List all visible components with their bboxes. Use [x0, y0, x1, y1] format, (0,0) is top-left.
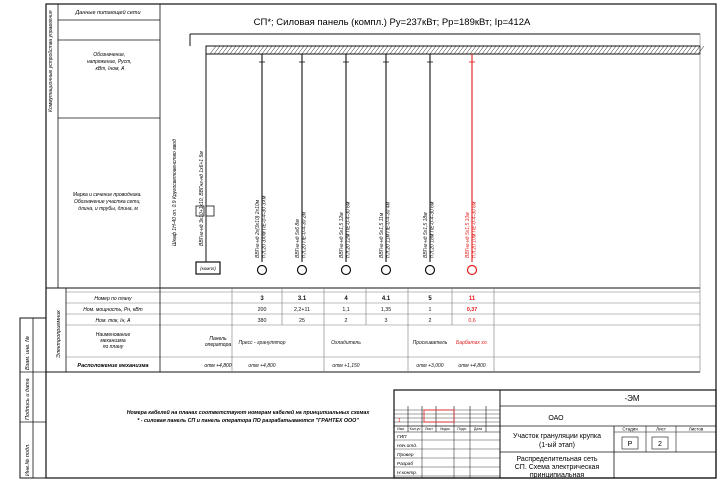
branch-current: 25: [299, 318, 305, 324]
panel-title: СП*; Силовая панель (компл.) Ру=237кВт; Рр=189кВт; Ір=412А: [253, 17, 531, 28]
branch-current: 380: [257, 318, 267, 324]
branch-power: 1: [428, 307, 432, 313]
object-name: Участок грануляции крупка (1-ый этап): [513, 433, 601, 449]
pipe-mark-text: п.л.20 18м ПЕ-0-4-30 6м: [429, 201, 436, 258]
branch-current: 0,6: [468, 318, 476, 324]
revision-header: №док: [440, 427, 450, 431]
revision-number: 1: [398, 418, 401, 424]
operator-panel-cond: отм +4,800: [204, 363, 232, 369]
feeder: [172, 54, 220, 274]
motor-symbol: [382, 266, 391, 275]
branch-mech: Барбатах хл.: [456, 340, 488, 346]
revision-header: Изм.: [397, 427, 405, 431]
motor-symbol: [342, 266, 351, 275]
cable-mark-text: ВВГнг-нд 5х1,5 10м: [465, 212, 471, 258]
sheets-header: Листов: [688, 426, 704, 432]
cable-mark-text: ВВГнг-нд 5х1,5 11м: [379, 212, 385, 258]
cable-mark-text: ВВГнг-нд 5х6 8м: [295, 219, 301, 258]
note-line-2: * - силовая панель СП и панель оператора ПО разрабатываются "ГРАНТЕХ ООО": [137, 418, 359, 424]
revision-header: Подп.: [457, 427, 467, 431]
side-stamp-1: Взам. инв. №: [25, 335, 31, 370]
row-power-label: Ном. мощность, Рн, кВт: [83, 307, 143, 313]
branch-b4: [331, 54, 361, 369]
branch-b41: [379, 54, 392, 324]
sheet-code: -ЭМ: [624, 394, 640, 403]
revision-header: Лист: [425, 427, 433, 431]
row-name-label: Наименование механизма по плану: [95, 332, 131, 350]
motor-symbol: [468, 266, 477, 275]
row-location-label: Расположение механизма: [77, 363, 149, 369]
branch-power: 1,35: [380, 307, 392, 313]
operator-panel-mech: Панель оператора: [204, 336, 232, 348]
motor-symbol: [426, 266, 435, 275]
side-stamp-2: Подпись и дата: [25, 378, 31, 420]
drawing-name: Распределительная сеть СП. Схема электрическая принципиальная: [514, 456, 600, 479]
feeder-text-2: ВВГнг-нд 3x10+1x10, ВВГнг-нд 1х6+1 5м: [199, 151, 205, 246]
pipe-mark-text: п.л.20 ЗХ/м ПЕ-0-4-30 ЗХм: [261, 195, 268, 258]
title-block: [394, 390, 716, 479]
revision-header: Кол.уч: [409, 427, 421, 431]
designation-label: Обозначение, напряжение, Руст, кВт, Iном, А: [86, 52, 132, 72]
branch-no: 11: [468, 296, 476, 302]
role-label: Н.контр.: [397, 471, 418, 476]
section-label: Электроприемник: [56, 310, 62, 358]
branch-mech: Просеиватель: [412, 340, 448, 346]
left-legend: [47, 4, 160, 288]
branch-b11: [456, 54, 488, 369]
note-line-1: Номера кабелей на планах соответствуют номерам кабелей на принципиальных схемах: [126, 410, 370, 416]
row-no-label: Номер по плану: [94, 296, 132, 302]
branch-location: отм +4,800: [458, 363, 486, 369]
branch-no: 4: [344, 296, 348, 302]
pipe-mark-text: п.л.20 ПЕ-0-4-30 2м: [301, 212, 308, 258]
stage-value: Р: [627, 441, 633, 448]
motor-symbol: [298, 266, 307, 275]
branch-current: 2: [428, 318, 432, 324]
branch-power: 200: [257, 307, 267, 313]
pipe-mark-text: п.л.20 12м ПЕ-0-4-30 6м: [345, 201, 352, 258]
branch-power: 1,1: [342, 307, 350, 313]
side-stamp-strip: [20, 318, 46, 478]
role-label: ГИП: [397, 435, 407, 440]
row-current-label: Ном. ток, Iн, А: [95, 318, 131, 324]
org-name: ОАО: [548, 415, 564, 422]
pipe-mark-text: п.л.20 11м ПЕ-0-4-30 4м: [385, 202, 392, 258]
role-label: Провер: [397, 453, 414, 458]
branch-power: 2,2+11: [294, 307, 310, 313]
receiver-table: [46, 34, 700, 372]
branch-no: 5: [428, 296, 432, 302]
cable-mark-text: ВВГнг-нд 5х1,5 18м: [423, 212, 429, 258]
revision-mark: [424, 410, 454, 422]
cable-mark-text: ВВГнг-нд 2х(3х10) 2х10м: [255, 199, 261, 258]
branch-location: отм +3,000: [416, 363, 444, 369]
supply-label: Данные питающей сети: [75, 10, 141, 16]
revision-header: Дата: [474, 427, 482, 431]
motor-symbol: [258, 266, 267, 275]
cable-label: Марка и сечение проводника. Обозначение участка сети, длина, и трубы, длина, м: [72, 192, 142, 212]
branch-no: 4.1: [381, 296, 391, 302]
branch-b31: [294, 54, 310, 324]
branch-current: 2: [344, 318, 348, 324]
branch-circuits: [239, 54, 488, 369]
branch-current: 3: [384, 318, 388, 324]
feeder-text-1: Шкаф 1Н-40 оп. 0.9 Кругосветовенство ввод: [172, 139, 178, 246]
branch-mech: Пресс - гранулятор: [238, 340, 286, 346]
sheet-value: 2: [658, 441, 662, 448]
cable-mark-text: ВВГнг-нд 5х1,5 12м: [339, 212, 345, 258]
panel-box-label: (компл): [200, 266, 216, 271]
branch-no: 3: [260, 296, 264, 302]
sheet-header: Лист: [656, 426, 666, 432]
pipe-mark-text: п.л.20 10м ПЕ-0-4-30 6м: [471, 201, 478, 258]
busbar: [190, 34, 704, 54]
side-stamp-3: Инв.№ подл.: [25, 443, 31, 476]
role-label: Нач.отд.: [397, 444, 418, 449]
branch-location: отм +4,800: [248, 363, 276, 369]
protection-label: Коммутационные устройства управления: [48, 10, 54, 112]
role-label: Разраб: [397, 462, 414, 467]
branch-no: 3.1: [297, 296, 307, 302]
branch-b5: [413, 54, 448, 369]
branch-b3: [239, 54, 286, 369]
stage-header: Стадия: [622, 426, 638, 432]
branch-mech: Охладитель: [331, 340, 361, 346]
branch-power: 0,37: [466, 307, 478, 313]
branch-location: отм +1,150: [332, 363, 360, 369]
